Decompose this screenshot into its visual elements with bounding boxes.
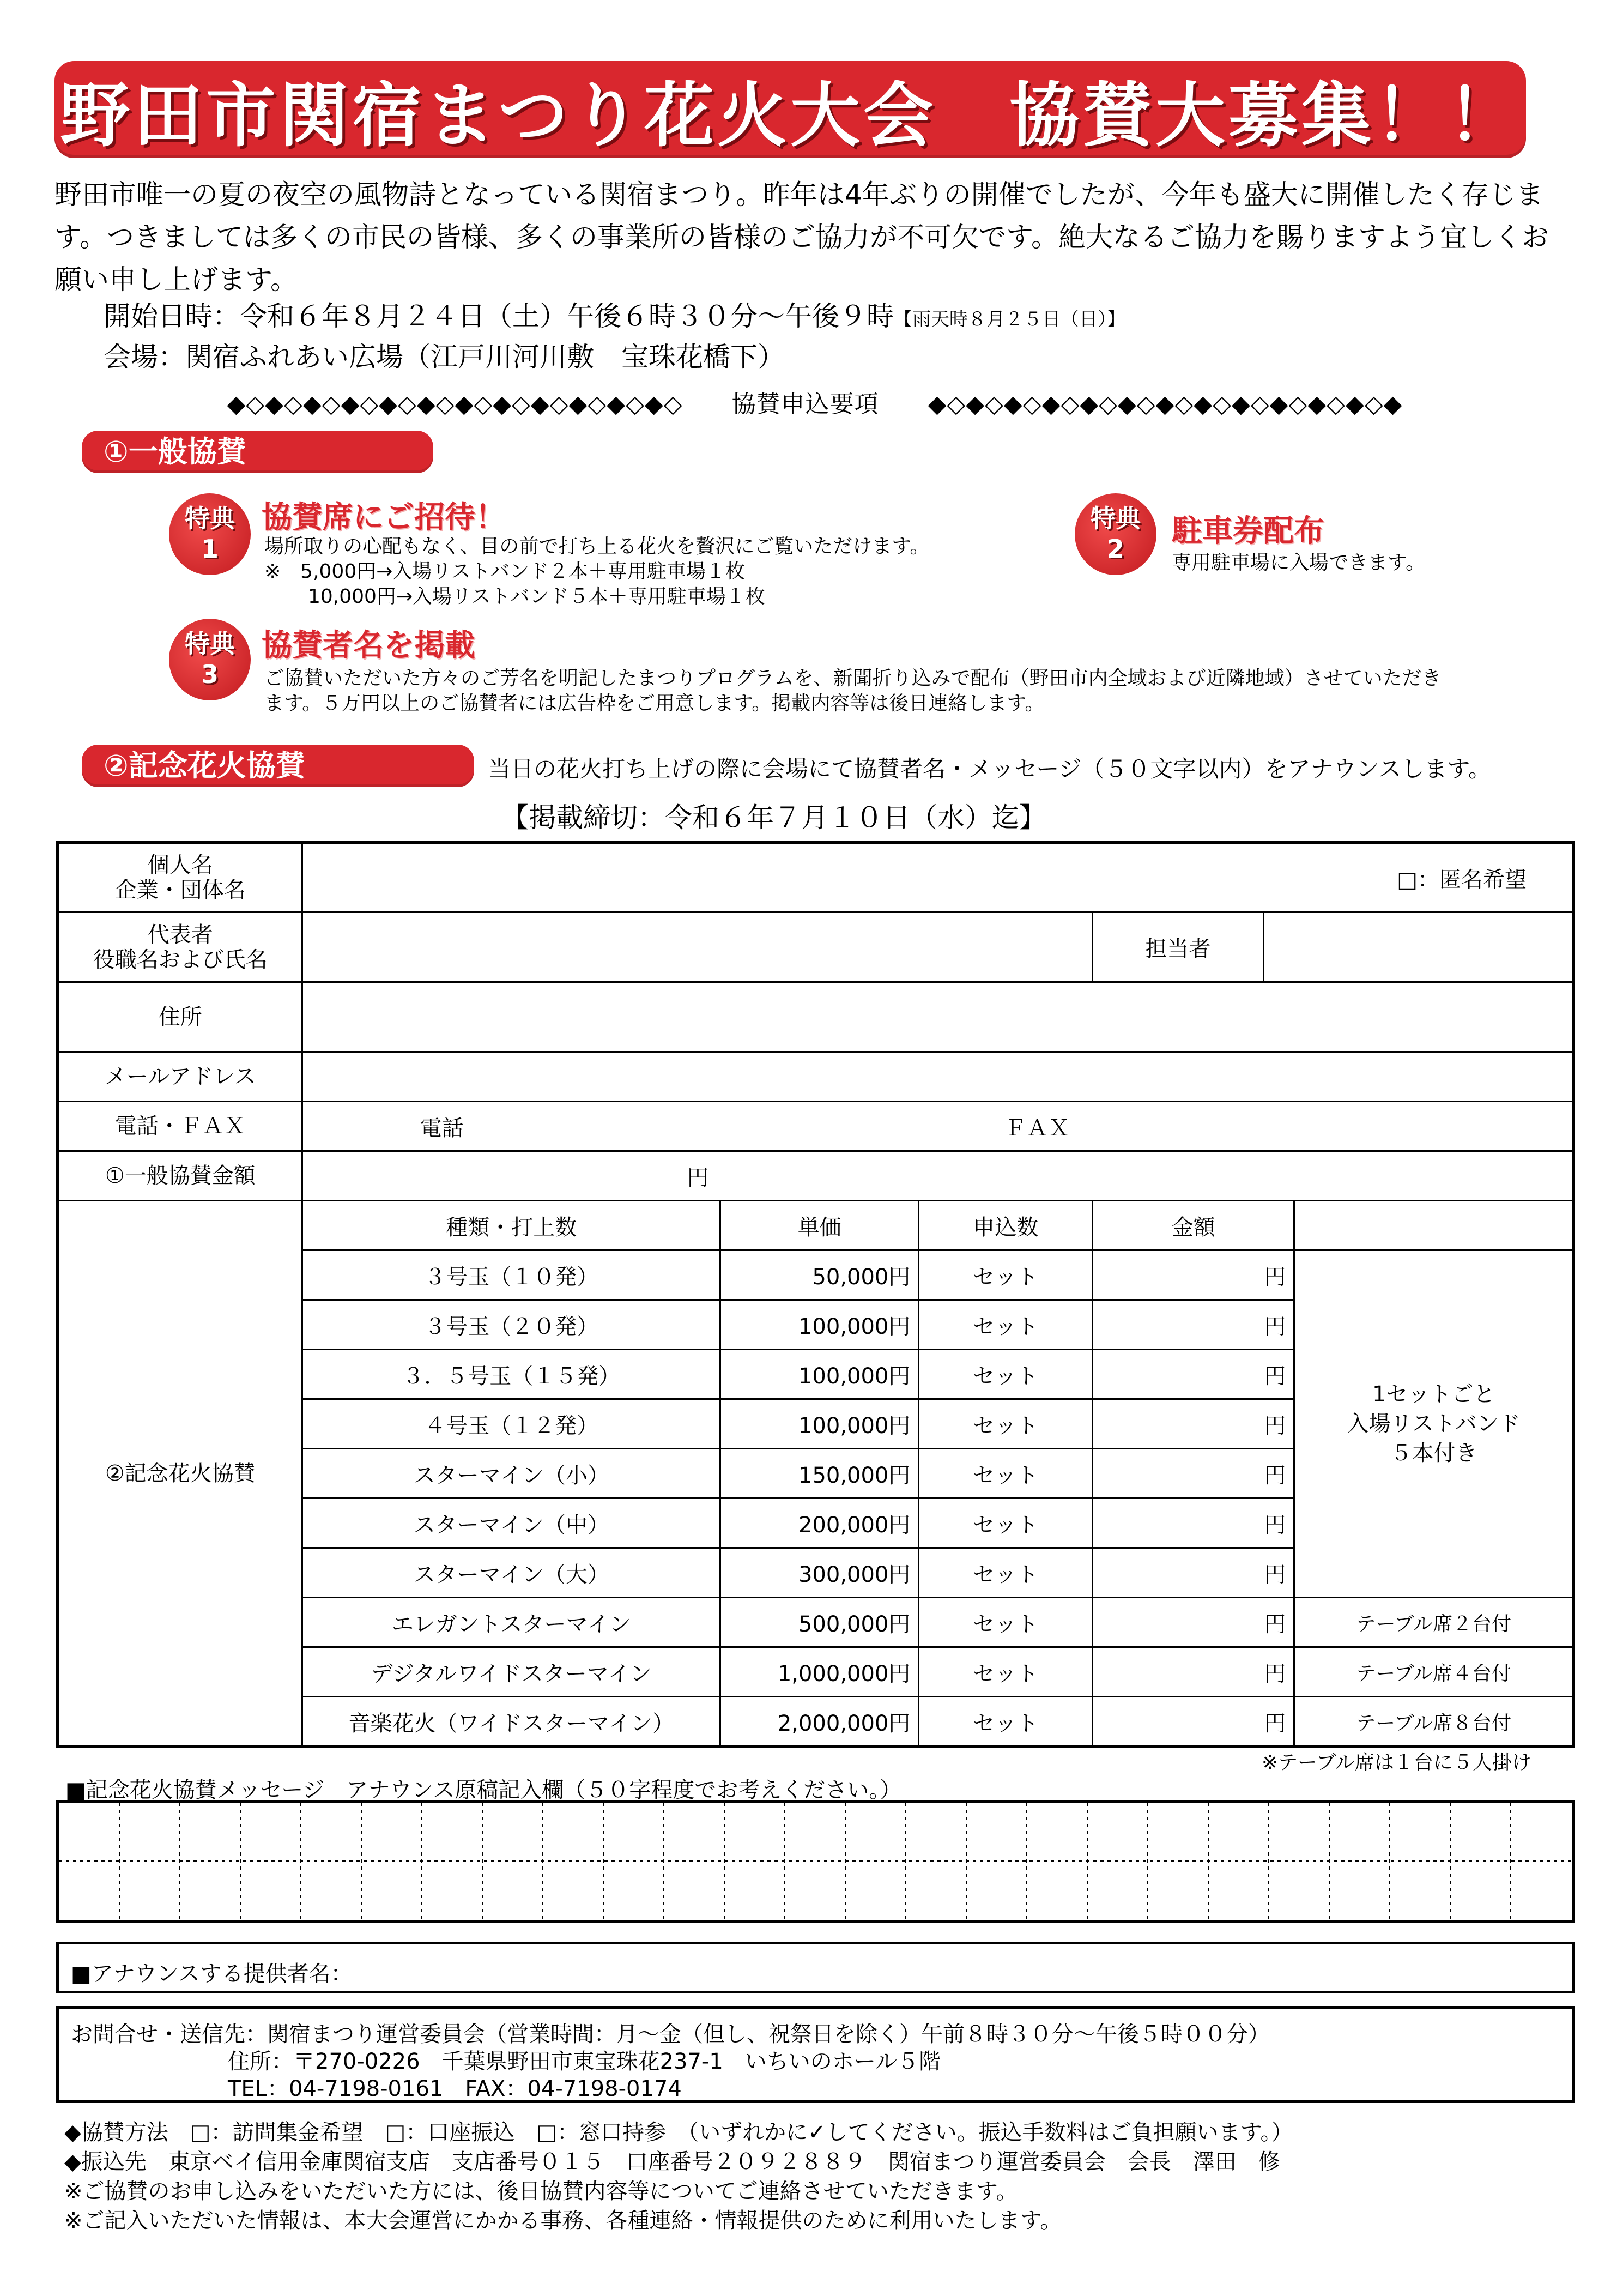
row-type: スターマイン（大）: [302, 1548, 720, 1598]
row-price: 100,000円: [720, 1399, 919, 1449]
address-label: 住所: [58, 982, 302, 1052]
row-type: 音楽花火（ワイドスターマイン）: [302, 1697, 720, 1747]
contact-box: [56, 2006, 1575, 2103]
set-note: 1セットごと 入場リストバンド ５本付き: [1294, 1250, 1574, 1598]
row-type: デジタルワイドスターマイン: [302, 1647, 720, 1697]
perk1-line3: 10,000円→入場リストバンド５本＋専用駐車場１枚: [308, 585, 765, 608]
general-amount-field[interactable]: [302, 1151, 1574, 1201]
table-seat-note: ※テーブル席は１台に５人掛け: [1262, 1751, 1531, 1774]
contact-line1: お問合せ・送信先：関宿まつり運営委員会（営業時間：月～金（但し、祝祭日を除く）午前８時３０分～午後５時００分）: [71, 2022, 1270, 2047]
event-date-row: [104, 297, 1125, 339]
row-qty[interactable]: セット: [919, 1598, 1093, 1647]
row-qty[interactable]: セット: [919, 1250, 1093, 1300]
row-amount[interactable]: 円: [1093, 1399, 1294, 1449]
perk2-title: 駐車券配布: [1172, 513, 1324, 549]
perk3-badge-num: 3: [201, 660, 219, 689]
row-price: 300,000円: [720, 1548, 919, 1598]
fireworks-label: ②記念花火協賛: [58, 1201, 302, 1747]
contact-line3: TEL：04-7198-0161 FAX：04-7198-0174: [228, 2076, 682, 2101]
row-amount[interactable]: 円: [1093, 1300, 1294, 1350]
address-field[interactable]: [302, 982, 1574, 1052]
perk1-line1: 場所取りの心配もなく、目の前で打ち上る花火を贅沢にご覧いただけます。: [264, 535, 930, 558]
person-in-charge-label: 担当者: [1093, 913, 1264, 982]
perk1-title: 協賛席にご招待！: [262, 500, 506, 535]
row-type: スターマイン（中）: [302, 1499, 720, 1548]
row-qty[interactable]: セット: [919, 1697, 1093, 1747]
perk1-badge-num: 1: [201, 534, 219, 564]
header-qty: 申込数: [919, 1201, 1093, 1250]
row-price: 50,000円: [720, 1250, 919, 1300]
row-qty[interactable]: セット: [919, 1300, 1093, 1350]
perk2-badge: [1075, 493, 1156, 575]
table-note-2: テーブル席２台付: [1294, 1598, 1574, 1647]
representative-field[interactable]: [302, 913, 1093, 982]
contact-line2: 住所：〒270-0226 千葉県野田市東宝珠花237-1 いちいのホール５階: [228, 2049, 941, 2074]
footer-method: ◆協賛方法 □：訪問集金希望 □：口座振込 □：窓口持参 （いずれかに✓してください。振込手数料はご負担願います。）: [64, 2120, 1293, 2145]
general-amount-label: ①一般協賛金額: [58, 1151, 302, 1201]
row-amount[interactable]: 円: [1093, 1647, 1294, 1697]
footer-note1: ※ご協賛のお申し込みをいただいた方には、後日協賛内容等についてご連絡させていただきます。: [64, 2179, 1018, 2204]
phone-fax-field[interactable]: [302, 1102, 1574, 1151]
perk1-badge: [169, 493, 251, 575]
row-type: ３．５号玉（１５発）: [302, 1350, 720, 1399]
name-label: 個人名 企業・団体名: [58, 843, 302, 913]
header-amount: 金額: [1093, 1201, 1294, 1250]
section1-label: ①一般協賛: [82, 431, 433, 473]
row-amount[interactable]: 円: [1093, 1350, 1294, 1399]
row-qty[interactable]: セット: [919, 1399, 1093, 1449]
footer-note2: ※ご記入いただいた情報は、本大会運営にかかる事務、各種連絡・情報提供のために利用いたします。: [64, 2208, 1062, 2233]
perk2-badge-text: 特典: [1091, 504, 1141, 533]
anonymous-checkbox[interactable]: □：匿名希望: [1397, 867, 1527, 892]
row-amount[interactable]: 円: [1093, 1250, 1294, 1300]
message-grid[interactable]: [56, 1800, 1575, 1923]
row-amount[interactable]: 円: [1093, 1598, 1294, 1647]
phone-text: 電話: [420, 1115, 464, 1141]
row-amount[interactable]: 円: [1093, 1548, 1294, 1598]
perk2-badge-num: 2: [1106, 534, 1124, 564]
announcer-heading: ■アナウンスする提供者名：: [71, 1961, 353, 1986]
section-divider: ◆◇◆◇◆◇◆◇◆◇◆◇◆◇◆◇◆◇◆◇◆◇◆◇ 協賛申込要項 ◆◇◆◇◆◇◆◇◆◇◆◇◆◇◆◇◆◇◆◇◆◇◆◇◆: [227, 390, 1403, 418]
row-type: エレガントスターマイン: [302, 1598, 720, 1647]
perk3-title: 協賛者名を掲載: [262, 628, 475, 663]
row-price: 1,000,000円: [720, 1647, 919, 1697]
row-amount[interactable]: 円: [1093, 1499, 1294, 1548]
row-amount[interactable]: 円: [1093, 1697, 1294, 1747]
header-price: 単価: [720, 1201, 919, 1250]
row-price: 500,000円: [720, 1598, 919, 1647]
row-amount[interactable]: 円: [1093, 1449, 1294, 1499]
event-venue: 会場：関宿ふれあい広場（江戸川河川敷 宝珠花橋下）: [104, 341, 785, 373]
rain-date: 【雨天時８月２５日（日）】: [894, 309, 1125, 330]
announcer-field[interactable]: [56, 1942, 1575, 1993]
row-price: 2,000,000円: [720, 1697, 919, 1747]
table-note-4: テーブル席４台付: [1294, 1647, 1574, 1697]
event-date: 開始日時：令和６年８月２４日（土）午後６時３０分～午後９時: [104, 300, 894, 332]
row-type: スターマイン（小）: [302, 1449, 720, 1499]
section2-desc: 当日の花火打ち上げの際に会場にて協賛者名・メッセージ（５０文字以内）をアナウンスします。: [488, 756, 1491, 782]
application-form: [56, 841, 1575, 1748]
perk3-badge-text: 特典: [185, 629, 235, 658]
row-qty[interactable]: セット: [919, 1548, 1093, 1598]
phone-label: 電話・ＦＡＸ: [58, 1102, 302, 1151]
row-price: 200,000円: [720, 1499, 919, 1548]
row-price: 100,000円: [720, 1300, 919, 1350]
deadline: 【掲載締切：令和６年７月１０日（水）迄】: [501, 802, 1046, 833]
message-heading: ■記念花火協賛メッセージ アナウンス原稿記入欄（５０字程度でお考えください。）: [65, 1778, 902, 1803]
page-title: 野田市関宿まつり花火大会 協賛大募集！！: [59, 75, 1521, 156]
name-field[interactable]: [302, 843, 1574, 913]
person-in-charge-field[interactable]: [1263, 913, 1573, 982]
perk2-line1: 専用駐車場に入場できます。: [1172, 552, 1426, 574]
row-type: ３号玉（１０発）: [302, 1250, 720, 1300]
email-label: メールアドレス: [58, 1052, 302, 1102]
header-note: [1294, 1201, 1574, 1250]
representative-label: 代表者 役職名および氏名: [58, 913, 302, 982]
perk1-line2: ※ 5,000円→入場リストバンド２本＋専用駐車場１枚: [264, 560, 745, 583]
general-amount-yen: 円: [687, 1165, 709, 1191]
row-qty[interactable]: セット: [919, 1499, 1093, 1548]
message-grid-lines: [59, 1803, 1572, 1920]
perk3-line1: ご協賛いただいた方々のご芳名を明記したまつりプログラムを、新聞折り込みで配布（野田市内全域および近隣地域）させていただき: [264, 667, 1442, 690]
row-qty[interactable]: セット: [919, 1350, 1093, 1399]
row-type: ３号玉（２０発）: [302, 1300, 720, 1350]
title-banner: [54, 61, 1526, 158]
row-type: ４号玉（１２発）: [302, 1399, 720, 1449]
section2-label: ②記念花火協賛: [82, 745, 474, 787]
intro-text: 野田市唯一の夏の夜空の風物詩となっている関宿まつり。昨年は4年ぶりの開催でしたが、今年も盛大に開催したく存じます。つきましては多くの市民の皆様、多くの事業所の皆様のご協力が不可欠です。絶大なるご協力を賜りますよう宜しくお願い申し上げます。: [54, 179, 1549, 295]
row-price: 150,000円: [720, 1449, 919, 1499]
perk3-badge: [169, 619, 251, 700]
row-qty[interactable]: セット: [919, 1449, 1093, 1499]
footer-bank: ◆振込先 東京ベイ信用金庫関宿支店 支店番号０１５ 口座番号２０９２８８９ 関宿まつり運営委員会 会長 澤田 修: [64, 2149, 1280, 2174]
header-type: 種類・打上数: [302, 1201, 720, 1250]
row-price: 100,000円: [720, 1350, 919, 1399]
perk1-badge-text: 特典: [185, 504, 235, 533]
row-qty[interactable]: セット: [919, 1647, 1093, 1697]
fax-text: ＦＡＸ: [1004, 1115, 1070, 1141]
perk3-line2: ます。５万円以上のご協賛者には広告枠をご用意します。掲載内容等は後日連絡します。: [264, 692, 1045, 715]
email-field[interactable]: [302, 1052, 1574, 1102]
table-note-8: テーブル席８台付: [1294, 1697, 1574, 1747]
